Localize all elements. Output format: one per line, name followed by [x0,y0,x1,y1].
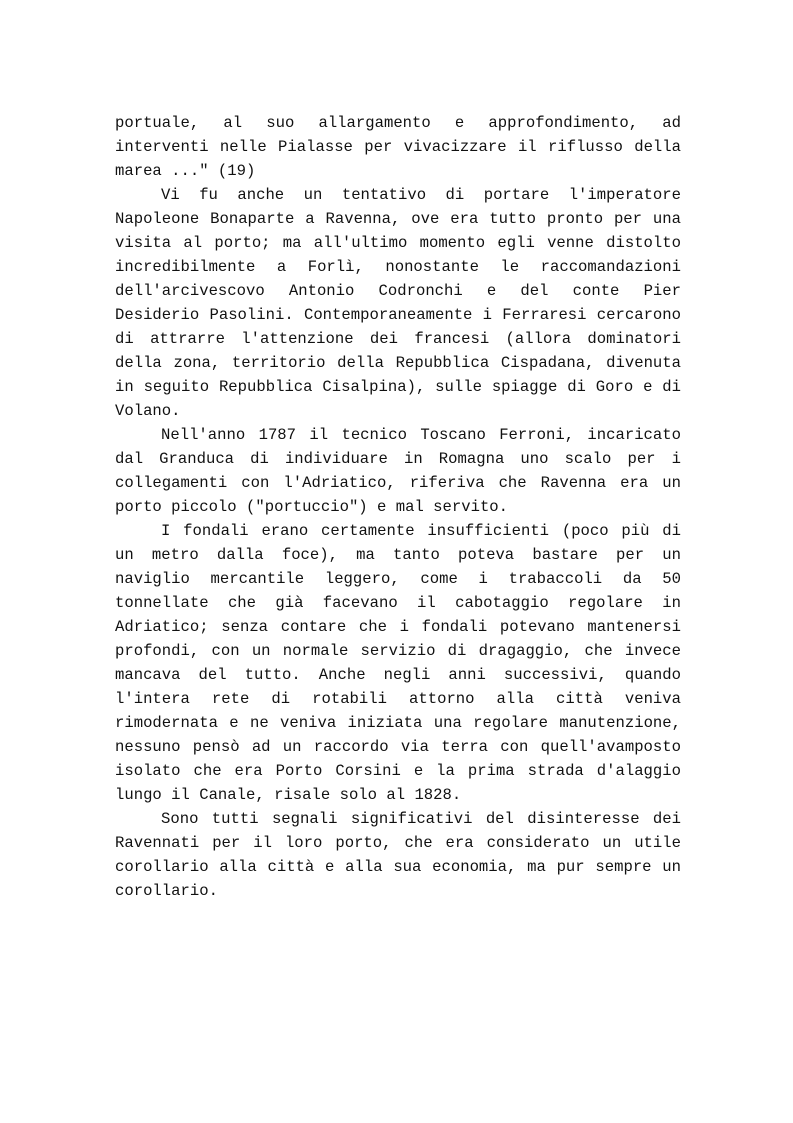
paragraph-5: Sono tutti segnali significativi del disinteresse dei Ravennati per il loro porto, che era considerato un utile corollario alla città e alla sua economia, ma pur sempre un corollario. [115,810,681,900]
paragraph-3: Nell'anno 1787 il tecnico Toscano Ferroni, incaricato dal Granduca di individuare in Romagna uno scalo per i collegamenti con l'Adriatico, riferiva che Ravenna era un porto piccolo ("portuccio") e mal servito. [115,426,681,516]
paragraph-4: I fondali erano certamente insufficienti (poco più di un metro dalla foce), ma tanto poteva bastare per un naviglio mercantile leggero, come i trabaccoli da 50 tonnellate che già facevano il cabotaggio regolare in Adriatico; senza contare che i fondali potevano mantenersi profondi, con un normale servizio di dragaggio, che invece mancava del tutto. Anche negli anni successivi, quando l'intera rete di rotabili attorno alla città veniva rimodernata e ne veniva iniziata una regolare manutenzione, nessuno pensò ad un raccordo via terra con quell'avamposto isolato che era Porto Corsini e la prima strada d'alaggio lungo il Canale, risale solo al 1828. [115,522,681,804]
paragraph-2: Vi fu anche un tentativo di portare l'imperatore Napoleone Bonaparte a Ravenna, ove era tutto pronto per una visita al porto; ma all'ultimo momento egli venne distolto incredibilmente a Forlì, nonostante le raccomandazioni dell'arcivescovo Antonio Codronchi e del conte Pier Desiderio Pasolini. Contemporaneamente i Ferraresi cercarono di attrarre l'attenzione dei francesi (allora dominatori della zona, territorio della Repubblica Cispadana, divenuta in seguito Repubblica Cisalpina), sulle spiagge di Goro e di Volano. [115,186,681,420]
body-text [115,111,681,903]
paragraph-1: portuale, al suo allargamento e approfondimento, ad interventi nelle Pialasse per vivacizzare il riflusso della marea ..." (19) [115,114,681,180]
